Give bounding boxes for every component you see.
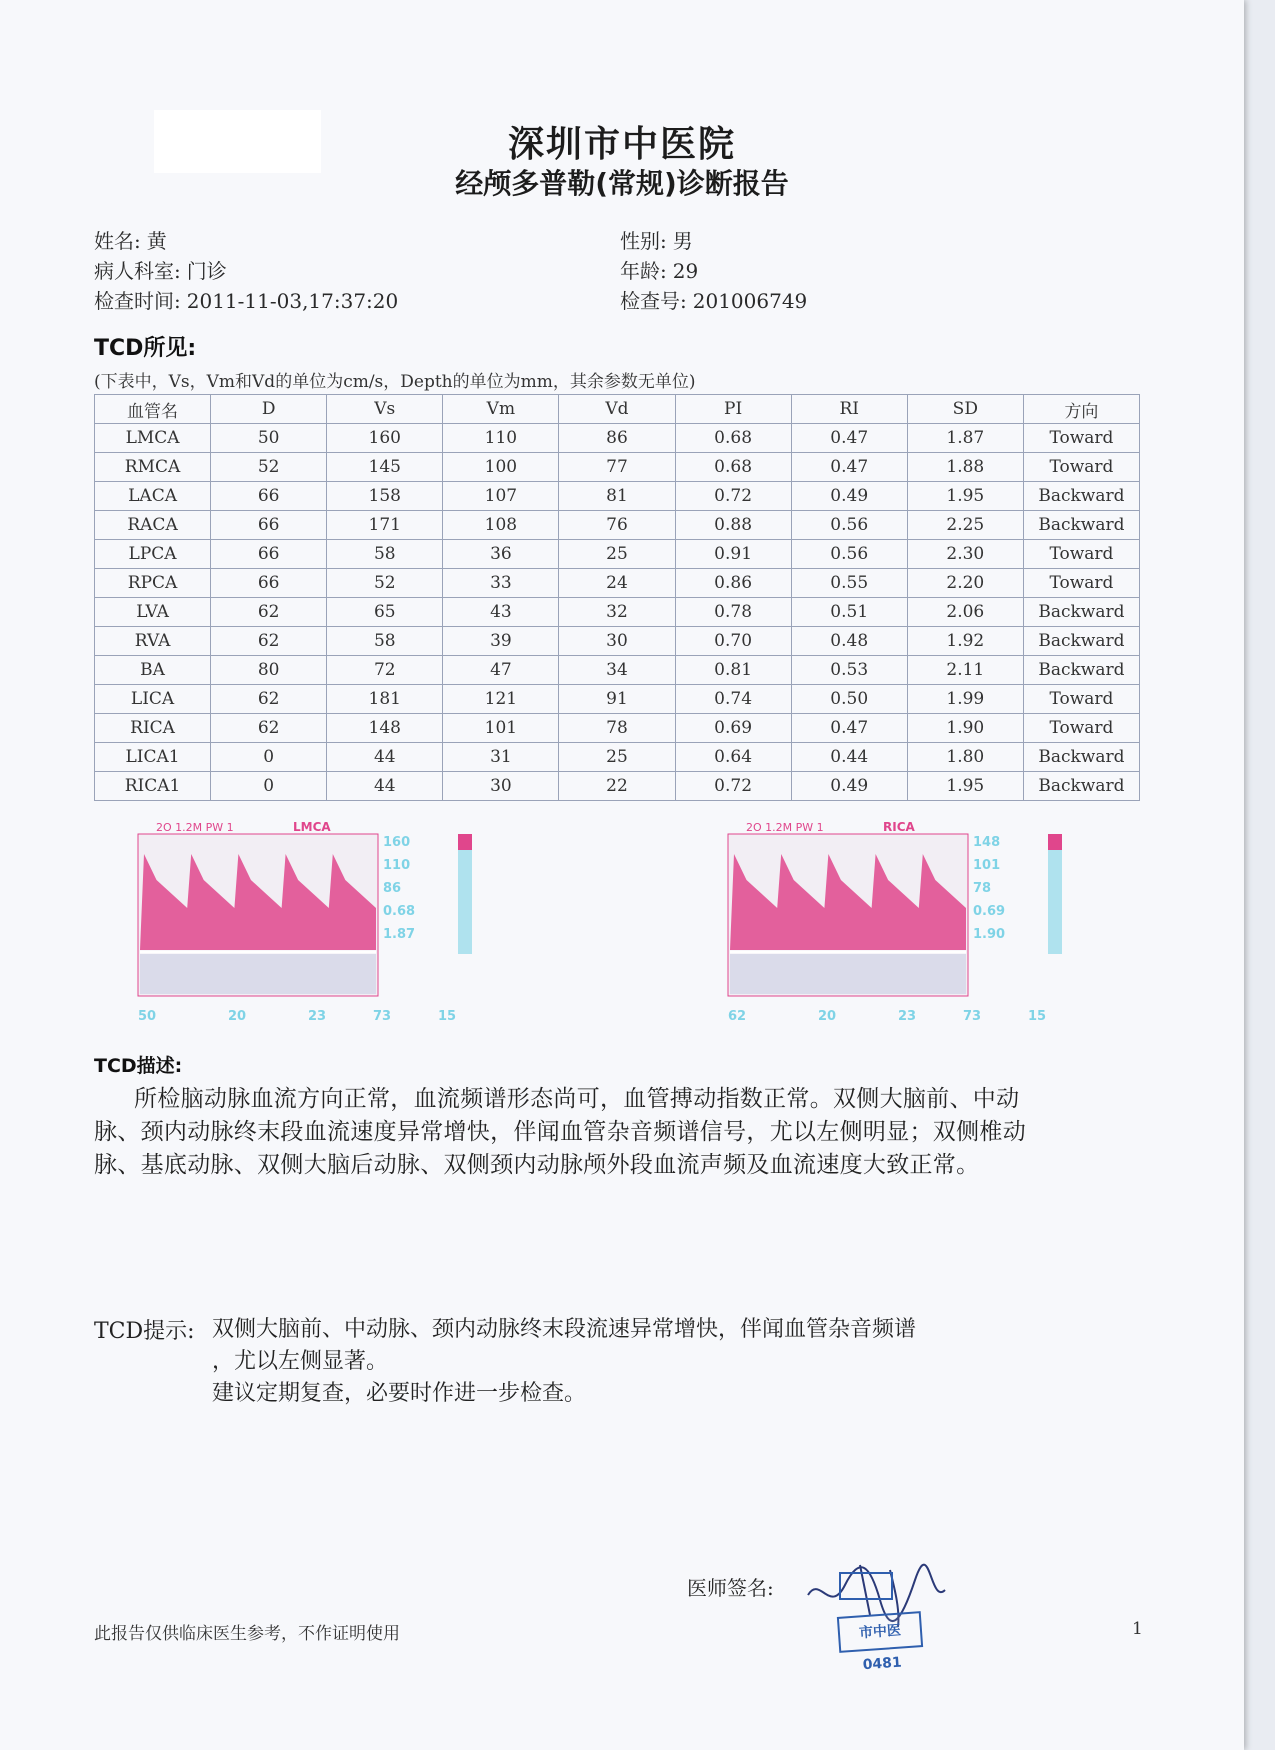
table-cell: 0.56 xyxy=(791,511,907,540)
exam-time-label: 检查时间: xyxy=(94,289,181,313)
table-cell: 2.06 xyxy=(907,598,1023,627)
table-cell: 0.47 xyxy=(791,453,907,482)
column-header: Vs xyxy=(327,395,443,424)
table-cell: 62 xyxy=(211,685,327,714)
table-cell: 0.68 xyxy=(675,453,791,482)
table-cell: 0 xyxy=(211,743,327,772)
table-cell: 66 xyxy=(211,569,327,598)
spectrum-bottom-value: 20 xyxy=(228,1009,247,1024)
table-cell: Backward xyxy=(1023,482,1139,511)
table-cell: 81 xyxy=(559,482,675,511)
table-cell: 0.49 xyxy=(791,482,907,511)
table-cell: 0.78 xyxy=(675,598,791,627)
table-cell: 1.99 xyxy=(907,685,1023,714)
spectrum-header: 2O 1.2M PW 1 xyxy=(156,821,234,834)
table-cell: 0.49 xyxy=(791,772,907,801)
hint-line-3: 建议定期复查，必要时作进一步检查。 xyxy=(212,1381,587,1406)
table-cell: 0.53 xyxy=(791,656,907,685)
table-cell: 25 xyxy=(559,743,675,772)
table-cell: 0.55 xyxy=(791,569,907,598)
spectrum-color-bar xyxy=(458,834,472,954)
patient-age-row xyxy=(620,255,698,284)
tcd-table xyxy=(94,394,1140,801)
table-cell: BA xyxy=(95,656,211,685)
page-number: 1 xyxy=(1132,1619,1143,1639)
table-cell: 77 xyxy=(559,453,675,482)
table-cell: Toward xyxy=(1023,540,1139,569)
exam-time-row xyxy=(94,285,398,314)
table-cell: 62 xyxy=(211,627,327,656)
table-cell: 2.11 xyxy=(907,656,1023,685)
spectrum-scale-value: 0.69 xyxy=(973,904,1006,919)
table-cell: Toward xyxy=(1023,685,1139,714)
table-row xyxy=(95,424,1140,453)
table-cell: 0.68 xyxy=(675,424,791,453)
table-cell: 0.64 xyxy=(675,743,791,772)
report-title: 经颅多普勒(常规)诊断报告 xyxy=(455,167,789,200)
column-header: Vm xyxy=(443,395,559,424)
patient-name-label: 姓名: xyxy=(94,229,141,253)
table-cell: 52 xyxy=(211,453,327,482)
table-cell: 2.30 xyxy=(907,540,1023,569)
table-cell: 47 xyxy=(443,656,559,685)
table-cell: 36 xyxy=(443,540,559,569)
table-row xyxy=(95,685,1140,714)
hint-label: TCD提示: xyxy=(94,1319,195,1344)
table-cell: LVA xyxy=(95,598,211,627)
signature-label: 医师签名: xyxy=(687,1576,774,1600)
table-cell: 0.48 xyxy=(791,627,907,656)
table-header-row xyxy=(95,395,1140,424)
table-cell: RVA xyxy=(95,627,211,656)
column-header: RI xyxy=(791,395,907,424)
hint-line-2: ，尤以左侧显著。 xyxy=(212,1349,389,1374)
table-cell: RMCA xyxy=(95,453,211,482)
table-row xyxy=(95,656,1140,685)
column-header: 方向 xyxy=(1023,395,1139,424)
patient-name: 黄 xyxy=(146,229,167,253)
patient-sex-row xyxy=(620,225,693,254)
spectrum-vessel-label: LMCA xyxy=(293,820,331,834)
spectrum-header: 2O 1.2M PW 1 xyxy=(746,821,824,834)
hint-text xyxy=(212,1314,1052,1410)
spectrum-scale-value: 1.90 xyxy=(973,927,1006,942)
table-cell: 91 xyxy=(559,685,675,714)
table-cell: 76 xyxy=(559,511,675,540)
table-cell: Backward xyxy=(1023,511,1139,540)
table-cell: 145 xyxy=(327,453,443,482)
table-cell: LICA xyxy=(95,685,211,714)
table-cell: 0.69 xyxy=(675,714,791,743)
column-header: SD xyxy=(907,395,1023,424)
table-cell: Toward xyxy=(1023,424,1139,453)
disclaimer: 此报告仅供临床医生参考，不作证明使用 xyxy=(94,1624,400,1644)
table-row xyxy=(95,540,1140,569)
table-row xyxy=(95,569,1140,598)
spectrum-bottom-value: 73 xyxy=(963,1009,982,1024)
table-cell: 0.50 xyxy=(791,685,907,714)
table-cell: 0.47 xyxy=(791,424,907,453)
lmca-spectrum xyxy=(128,820,478,1026)
table-cell: 160 xyxy=(327,424,443,453)
table-cell: 25 xyxy=(559,540,675,569)
table-cell: Backward xyxy=(1023,743,1139,772)
table-cell: 158 xyxy=(327,482,443,511)
column-header: PI xyxy=(675,395,791,424)
table-cell: 0.56 xyxy=(791,540,907,569)
patient-sex: 男 xyxy=(672,229,693,253)
table-cell: Backward xyxy=(1023,656,1139,685)
table-cell: 32 xyxy=(559,598,675,627)
table-cell: 80 xyxy=(211,656,327,685)
hint-line-1: 双侧大脑前、中动脉、颈内动脉终末段流速异常增快，伴闻血管杂音频谱 xyxy=(212,1317,917,1342)
table-cell: 43 xyxy=(443,598,559,627)
table-cell: RICA xyxy=(95,714,211,743)
spectrum-bottom-value: 15 xyxy=(1028,1009,1047,1024)
table-cell: 78 xyxy=(559,714,675,743)
table-cell: LPCA xyxy=(95,540,211,569)
table-cell: Backward xyxy=(1023,598,1139,627)
patient-dept-label: 病人科室: xyxy=(94,259,181,283)
findings-heading: TCD所见: xyxy=(94,336,197,361)
table-cell: 72 xyxy=(327,656,443,685)
spectrum-bottom-value: 50 xyxy=(138,1009,157,1024)
table-row xyxy=(95,772,1140,801)
spectrum-bottom-value: 73 xyxy=(373,1009,392,1024)
table-cell: 1.95 xyxy=(907,772,1023,801)
spectrum-noise xyxy=(730,954,966,994)
table-cell: 0.72 xyxy=(675,482,791,511)
table-cell: 0.47 xyxy=(791,714,907,743)
table-cell: LMCA xyxy=(95,424,211,453)
table-cell: 0.51 xyxy=(791,598,907,627)
spectrum-vessel-label: RICA xyxy=(883,820,915,834)
spectrum-bottom-value: 15 xyxy=(438,1009,457,1024)
table-cell: 1.95 xyxy=(907,482,1023,511)
spectrum-scale-value: 110 xyxy=(383,858,411,873)
description-text: 所检脑动脉血流方向正常，血流频谱形态尚可，血管搏动指数正常。双侧大脑前、中动脉、颈内动脉终末段血流速度异常增快，伴闻血管杂音频谱信号，尤以左侧明显；双侧椎动脉、基底动脉、双侧大脑后动脉、双侧颈内动脉颅外段血流声频及血流速度大致正常。 xyxy=(94,1086,1026,1178)
table-cell: 121 xyxy=(443,685,559,714)
table-cell: 171 xyxy=(327,511,443,540)
table-cell: LICA1 xyxy=(95,743,211,772)
rica-spectrum xyxy=(718,820,1068,1026)
spectrum-bottom-value: 23 xyxy=(898,1009,917,1024)
table-cell: 58 xyxy=(327,627,443,656)
spectrum-scale-value: 101 xyxy=(973,858,1001,873)
patient-sex-label: 性别: xyxy=(620,229,667,253)
table-cell: 0.86 xyxy=(675,569,791,598)
table-cell: 148 xyxy=(327,714,443,743)
table-cell: 110 xyxy=(443,424,559,453)
spectrum-scale-value: 1.87 xyxy=(383,927,416,942)
table-cell: 1.87 xyxy=(907,424,1023,453)
exam-time: 2011-11-03,17:37:20 xyxy=(186,289,399,313)
spectrum-bottom-value: 62 xyxy=(728,1009,747,1024)
table-row xyxy=(95,482,1140,511)
table-cell: Backward xyxy=(1023,627,1139,656)
exam-no-row xyxy=(620,285,807,314)
table-cell: Toward xyxy=(1023,569,1139,598)
description-heading: TCD描述: xyxy=(94,1055,183,1077)
spectrum-scale-value: 148 xyxy=(973,835,1001,850)
spectrum-scale-value: 0.68 xyxy=(383,904,416,919)
table-row xyxy=(95,627,1140,656)
table-row xyxy=(95,511,1140,540)
table-cell: 65 xyxy=(327,598,443,627)
table-cell: 2.20 xyxy=(907,569,1023,598)
table-cell: 34 xyxy=(559,656,675,685)
table-cell: 58 xyxy=(327,540,443,569)
table-cell: LACA xyxy=(95,482,211,511)
doctor-stamp: 市中医0481 xyxy=(837,1611,923,1653)
patient-dept-row xyxy=(94,255,227,284)
patient-age-label: 年龄: xyxy=(620,259,667,283)
table-cell: 0 xyxy=(211,772,327,801)
table-cell: 33 xyxy=(443,569,559,598)
exam-no: 201006749 xyxy=(692,289,808,313)
spectrum-noise xyxy=(140,954,376,994)
spectrum-color-bar xyxy=(1048,834,1062,954)
table-cell: 39 xyxy=(443,627,559,656)
exam-no-label: 检查号: xyxy=(620,289,687,313)
table-cell: Backward xyxy=(1023,772,1139,801)
column-header: Vd xyxy=(559,395,675,424)
table-cell: 1.90 xyxy=(907,714,1023,743)
table-cell: 66 xyxy=(211,540,327,569)
table-cell: 0.70 xyxy=(675,627,791,656)
table-cell: 0.91 xyxy=(675,540,791,569)
table-cell: 0.74 xyxy=(675,685,791,714)
table-cell: 22 xyxy=(559,772,675,801)
patient-name-row xyxy=(94,225,167,254)
table-row xyxy=(95,714,1140,743)
table-row xyxy=(95,743,1140,772)
column-header: D xyxy=(211,395,327,424)
table-cell: 52 xyxy=(327,569,443,598)
table-cell: 62 xyxy=(211,714,327,743)
table-cell: 100 xyxy=(443,453,559,482)
hospital-name: 深圳市中医院 xyxy=(507,124,736,165)
table-cell: 0.81 xyxy=(675,656,791,685)
spectrum-scale-value: 86 xyxy=(383,881,402,896)
table-cell: 101 xyxy=(443,714,559,743)
table-cell: 30 xyxy=(559,627,675,656)
table-cell: 31 xyxy=(443,743,559,772)
table-cell: Toward xyxy=(1023,714,1139,743)
table-cell: 108 xyxy=(443,511,559,540)
table-row xyxy=(95,453,1140,482)
spectrum-bottom-value: 23 xyxy=(308,1009,327,1024)
table-cell: RICA1 xyxy=(95,772,211,801)
units-note: (下表中，Vs，Vm和Vd的单位为cm/s，Depth的单位为mm，其余参数无单位) xyxy=(94,372,696,392)
table-row xyxy=(95,598,1140,627)
table-cell: 66 xyxy=(211,482,327,511)
patient-age: 29 xyxy=(672,259,699,283)
table-cell: 62 xyxy=(211,598,327,627)
table-cell: 30 xyxy=(443,772,559,801)
spectrum-scale-value: 78 xyxy=(973,881,992,896)
table-cell: 107 xyxy=(443,482,559,511)
table-cell: 44 xyxy=(327,743,443,772)
table-cell: 0.44 xyxy=(791,743,907,772)
patient-dept: 门诊 xyxy=(186,259,227,283)
table-cell: 86 xyxy=(559,424,675,453)
spectrum-color-bar-top xyxy=(1048,834,1062,850)
table-cell: 181 xyxy=(327,685,443,714)
table-cell: 50 xyxy=(211,424,327,453)
spectrum-bottom-value: 20 xyxy=(818,1009,837,1024)
table-cell: 44 xyxy=(327,772,443,801)
spectrum-scale-value: 160 xyxy=(383,835,411,850)
table-cell: 1.92 xyxy=(907,627,1023,656)
spectrum-color-bar-top xyxy=(458,834,472,850)
table-cell: 1.80 xyxy=(907,743,1023,772)
table-cell: 2.25 xyxy=(907,511,1023,540)
table-cell: 0.72 xyxy=(675,772,791,801)
table-cell: 1.88 xyxy=(907,453,1023,482)
table-body xyxy=(95,424,1140,801)
table-cell: 0.88 xyxy=(675,511,791,540)
table-cell: Toward xyxy=(1023,453,1139,482)
table-cell: RPCA xyxy=(95,569,211,598)
table-cell: 24 xyxy=(559,569,675,598)
table-cell: 66 xyxy=(211,511,327,540)
column-header: 血管名 xyxy=(95,395,211,424)
table-cell: RACA xyxy=(95,511,211,540)
